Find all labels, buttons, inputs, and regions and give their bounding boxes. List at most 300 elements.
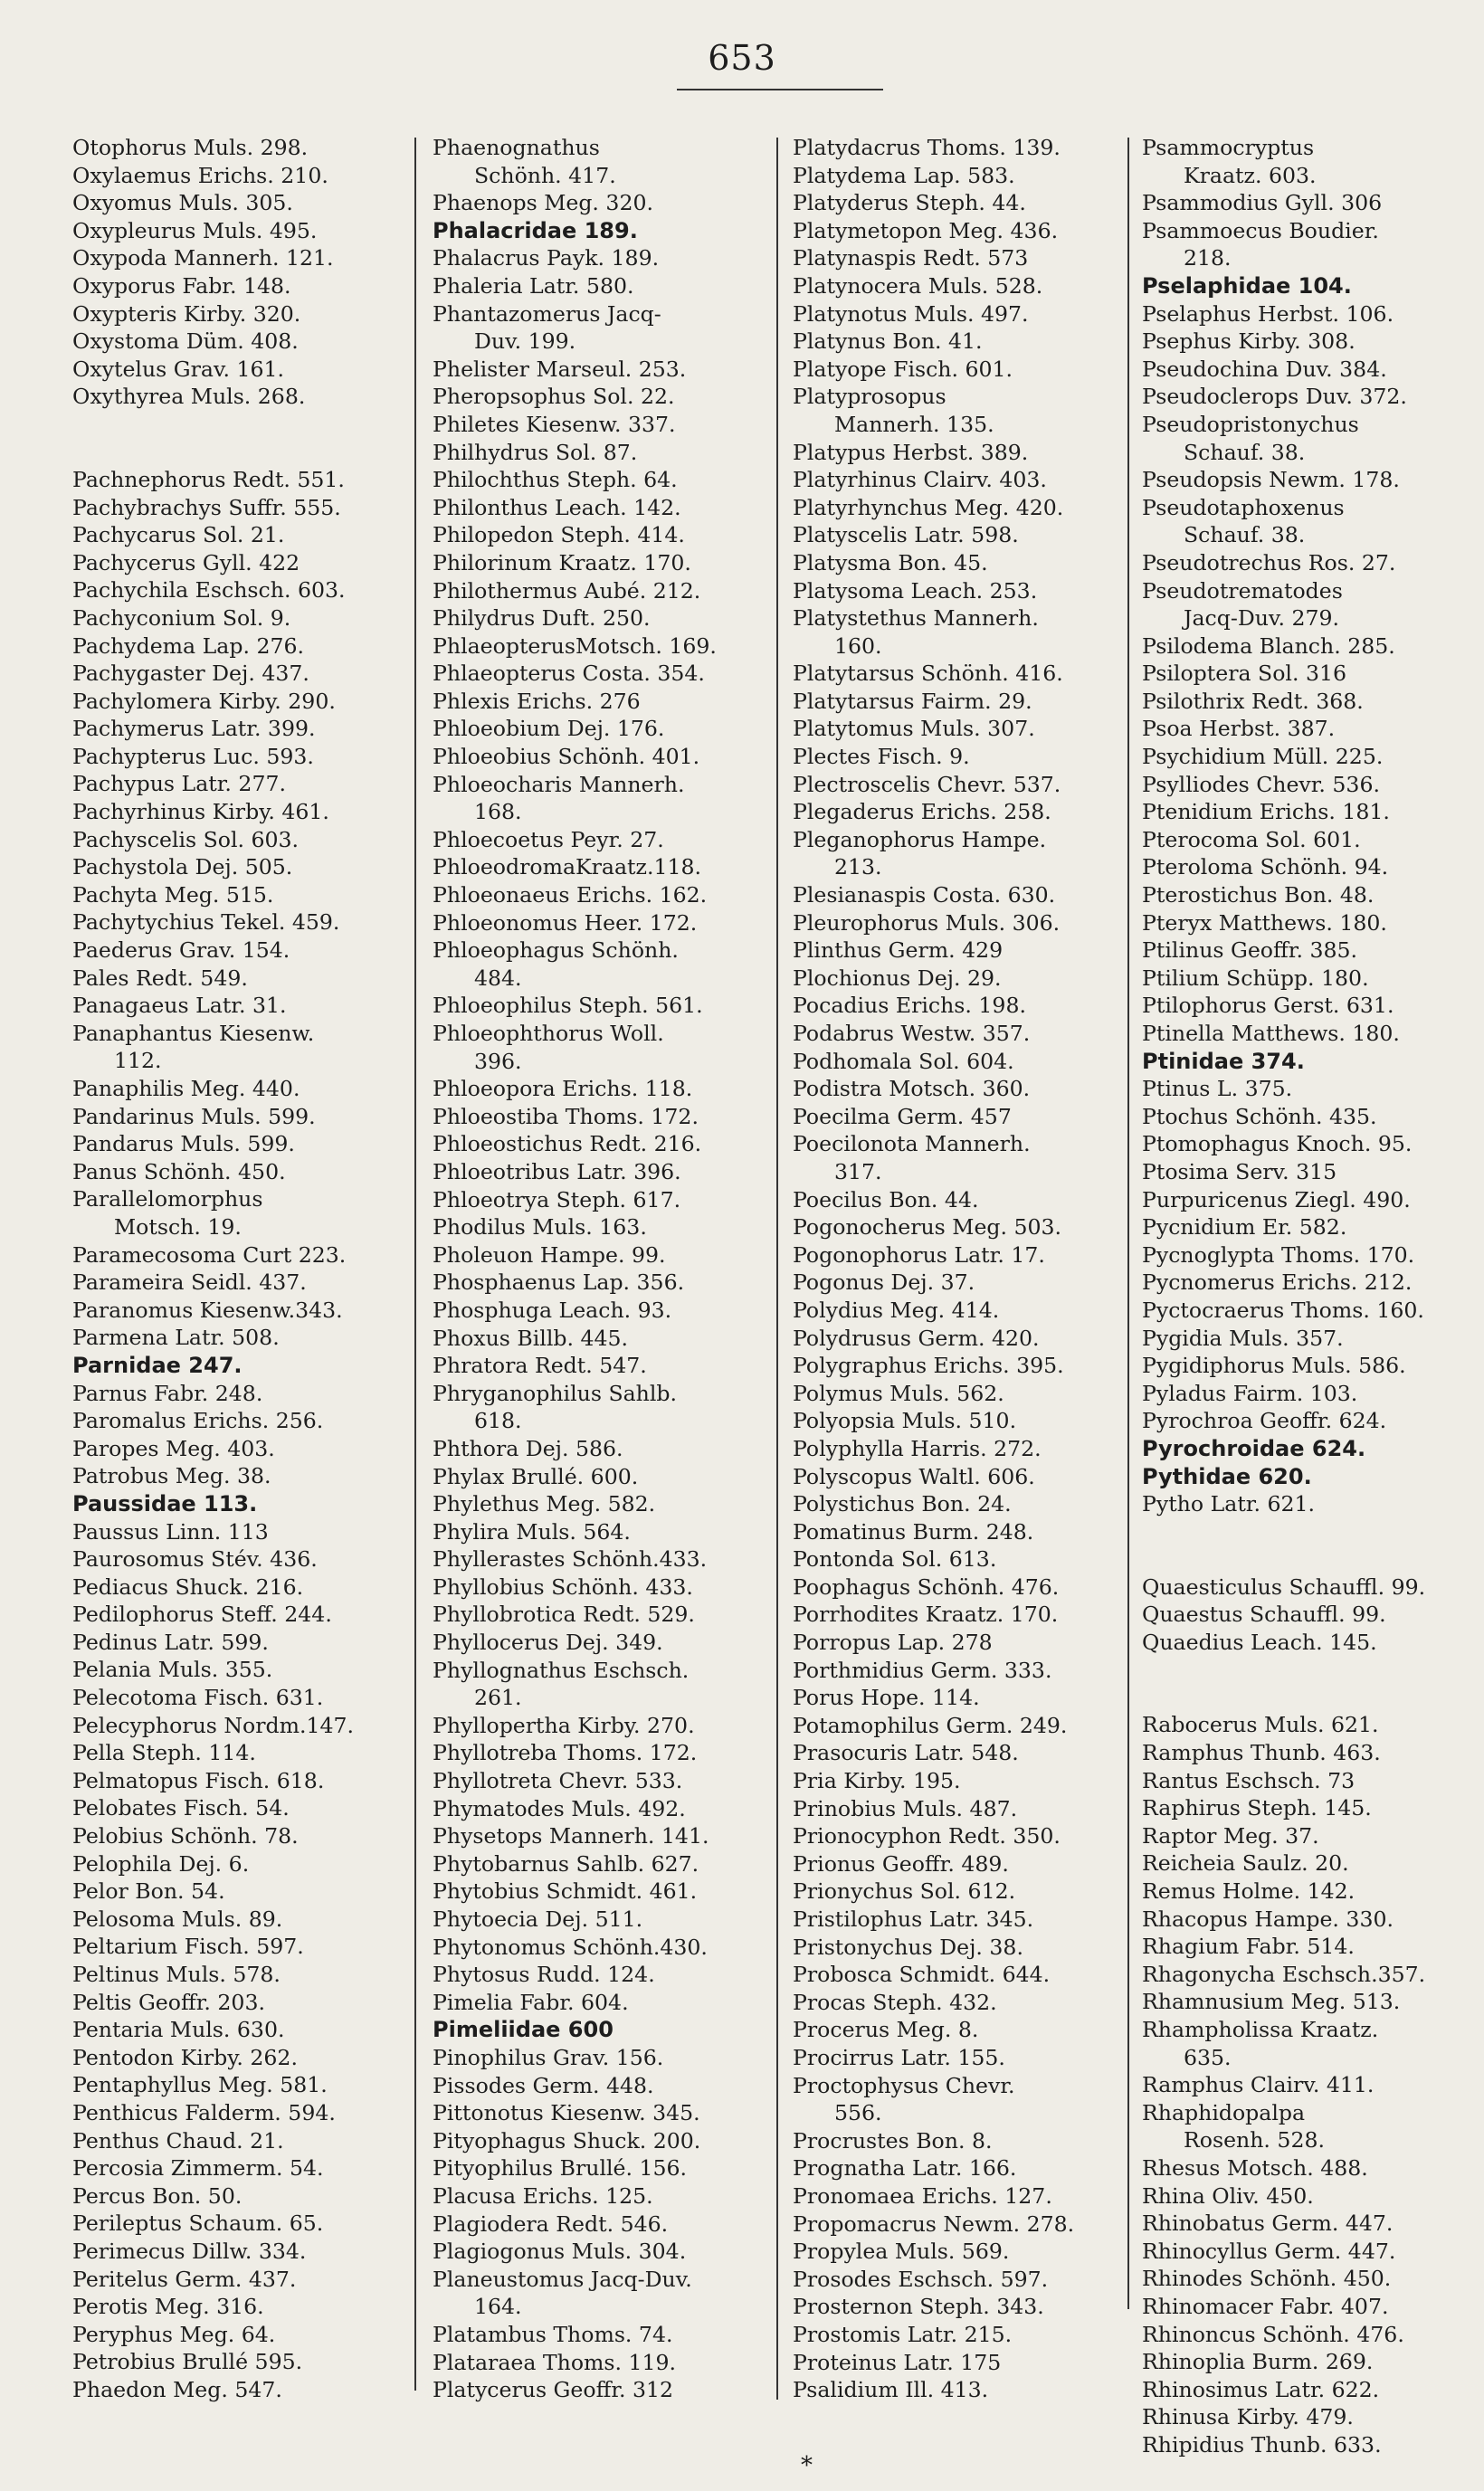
index-entry: Phratora Redt. 547. — [433, 1353, 647, 1379]
index-entry: Phloeophagus Schönh. — [433, 937, 679, 964]
index-entry: Pronomaea Erichs. 127. — [793, 2182, 1052, 2209]
index-entry: Pseudopsis Newm. 178. — [1142, 467, 1400, 493]
index-entry: Podistra Motsch. 360. — [793, 1076, 1031, 1102]
index-entry: Propylea Muls. 569. — [793, 2239, 1010, 2265]
index-entry: Phyllocerus Dej. 349. — [433, 1630, 663, 1656]
index-entry: Polystichus Bon. 24. — [793, 1491, 1012, 1517]
index-entry: Phoxus Billb. 445. — [433, 1325, 628, 1351]
index-entry: Pontonda Sol. 613. — [793, 1546, 997, 1573]
footer-mark: * — [801, 2452, 813, 2479]
index-entry: Pterostichus Bon. 48. — [1142, 882, 1375, 908]
index-entry: Percosia Zimmerm. 54. — [72, 2155, 324, 2182]
index-entry: Polyopsia Muls. 510. — [793, 1408, 1017, 1434]
index-entry: Rhinodes Schönh. 450. — [1142, 2266, 1392, 2292]
index-entry: Pityophilus Brullé. 156. — [433, 2155, 688, 2182]
index-entry: Phytoecia Dej. 511. — [433, 1906, 643, 1932]
index-entry: Prionocyphon Redt. 350. — [793, 1823, 1061, 1849]
index-entry: Pogonus Dej. 37. — [793, 1269, 975, 1296]
index-entry: Perileptus Schaum. 65. — [72, 2211, 324, 2237]
index-entry: Phelister Marseul. 253. — [433, 356, 687, 382]
index-entry: Physetops Mannerh. 141. — [433, 1823, 709, 1849]
index-entry: Pycnomerus Erichs. 212. — [1142, 1269, 1413, 1296]
index-entry: PhlaeopterusMotsch. 169. — [433, 632, 717, 659]
index-entry: Oxyporus Fabr. 148. — [72, 272, 291, 299]
index-entry: Philydrus Duft. 250. — [433, 605, 651, 632]
index-entry: Phosphuga Leach. 93. — [433, 1297, 672, 1323]
index-entry: Platyderus Steph. 44. — [793, 190, 1026, 216]
index-entry: Phodilus Muls. 163. — [433, 1214, 647, 1241]
index-entry: Pelobius Schönh. 78. — [72, 1823, 299, 1849]
family-entry: Ptinidae 374. — [1142, 1048, 1305, 1074]
index-entry: Pittonotus Kiesenw. 345. — [433, 2100, 700, 2126]
index-entry: Phymatodes Muls. 492. — [433, 1795, 686, 1821]
column-divider — [1127, 138, 1129, 2309]
index-entry: Pedinus Latr. 599. — [72, 1629, 269, 1655]
index-entry: Procrustes Bon. 8. — [793, 2127, 993, 2153]
index-entry: Pomatinus Burm. 248. — [793, 1518, 1034, 1545]
index-entry: Platyprosopus — [793, 384, 947, 410]
index-entry: Rhagium Fabr. 514. — [1142, 1934, 1355, 1960]
index-entry: Rabocerus Muls. 621. — [1142, 1712, 1379, 1738]
index-entry: Pyrochroa Geoffr. 624. — [1142, 1408, 1387, 1434]
index-entry: Psammoecus Boudier. — [1142, 217, 1379, 243]
index-entry: Rantus Eschsch. 73 — [1142, 1767, 1356, 1793]
index-entry: Pycnoglypta Thoms. 170. — [1142, 1241, 1415, 1268]
index-entry: Oxythyrea Muls. 268. — [72, 384, 306, 410]
index-entry: Patrobus Meg. 38. — [72, 1463, 271, 1489]
entry-continuation: 618. — [474, 1408, 522, 1434]
index-entry: Pristilophus Latr. 345. — [793, 1906, 1034, 1932]
letter-gap — [72, 411, 354, 466]
index-entry: Phaedon Meg. 547. — [72, 2376, 282, 2402]
index-entry: Rhinomacer Fabr. 407. — [1142, 2293, 1389, 2319]
index-entry: Planeustomus Jacq-Duv. — [433, 2266, 692, 2292]
entry-continuation: 556. — [834, 2100, 882, 2126]
index-entry: Plagiodera Redt. 546. — [433, 2211, 669, 2237]
index-entry: Plataraea Thoms. 119. — [433, 2349, 677, 2375]
index-entry: Pachytychius Tekel. 459. — [72, 909, 340, 936]
entry-continuation: 218. — [1184, 245, 1232, 271]
index-entry: Perimecus Dillw. 334. — [72, 2238, 307, 2264]
index-entry: Rhinoncus Schönh. 476. — [1142, 2321, 1404, 2347]
index-entry: Poecilus Bon. 44. — [793, 1186, 979, 1212]
index-entry: Paussus Linn. 113 — [72, 1518, 269, 1545]
index-entry: Parallelomorphus — [72, 1186, 263, 1212]
index-entry: Pachycarus Sol. 21. — [72, 522, 285, 548]
index-entry: Phloeopora Erichs. 118. — [433, 1076, 693, 1102]
entry-continuation: Motsch. 19. — [114, 1213, 242, 1240]
index-entry: Phosphaenus Lap. 356. — [433, 1269, 685, 1296]
index-entry: Philonthus Leach. 142. — [433, 494, 681, 520]
index-entry: Plesianaspis Costa. 630. — [793, 882, 1056, 908]
index-entry: Plectes Fisch. 9. — [793, 744, 970, 770]
index-entry: Pelobates Fisch. 54. — [72, 1795, 290, 1821]
index-entry: Polymus Muls. 562. — [793, 1380, 1004, 1406]
index-entry: Phylira Muls. 564. — [433, 1518, 631, 1545]
index-entry: Peltinus Muls. 578. — [72, 1962, 281, 1987]
index-entry: Psylliodes Chevr. 536. — [1142, 771, 1380, 797]
index-entry: Peritelus Germ. 437. — [72, 2266, 297, 2292]
index-entry: Pachychila Eschsch. 603. — [72, 577, 346, 604]
index-entry: Platytarsus Fairm. 29. — [793, 688, 1032, 714]
index-entry: Pygidiphorus Muls. 586. — [1142, 1353, 1406, 1379]
index-entry: Pelosoma Muls. 89. — [72, 1906, 283, 1932]
index-entry: Platystethus Mannerh. — [793, 605, 1039, 632]
index-entry: Prosternon Steph. 343. — [793, 2294, 1044, 2320]
index-entry: Pella Steph. 114. — [72, 1740, 256, 1766]
index-entry: Phylethus Meg. 582. — [433, 1491, 656, 1517]
index-entry: Philhydrus Sol. 87. — [433, 439, 638, 465]
index-entry: Platyrhynchus Meg. 420. — [793, 494, 1064, 520]
index-entry: Raptor Meg. 37. — [1142, 1822, 1319, 1849]
index-entry: Oxytelus Grav. 161. — [72, 356, 285, 382]
index-entry: Quaesticulus Schauffl. 99. — [1142, 1574, 1426, 1600]
index-entry: Procirrus Latr. 155. — [793, 2044, 1005, 2070]
index-entry: Rhagonycha Eschsch.357. — [1142, 1961, 1426, 1987]
index-entry: Pityophagus Shuck. 200. — [433, 2127, 701, 2153]
index-entry: Pachycerus Gyll. 422 — [72, 549, 300, 575]
index-entry: Pelor Bon. 54. — [72, 1878, 225, 1905]
index-entry: Otophorus Muls. 298. — [72, 135, 309, 160]
index-entry: Pales Redt. 549. — [72, 965, 248, 991]
family-entry: Pimeliidae 600 — [433, 2017, 614, 2043]
index-entry: Pseudopristonychus — [1142, 411, 1359, 437]
index-entry: Quaedius Leach. 145. — [1142, 1629, 1377, 1655]
index-entry: Paropes Meg. 403. — [72, 1435, 275, 1461]
index-entry: Pelania Muls. 355. — [72, 1657, 273, 1683]
index-entry: Proctophysus Chevr. — [793, 2072, 1015, 2098]
index-entry: Phryganophilus Sahlb. — [433, 1380, 678, 1406]
index-entry: Oxypoda Mannerh. 121. — [72, 245, 334, 271]
index-entry: Phyllobrotica Redt. 529. — [433, 1602, 695, 1628]
index-entry: Pissodes Germ. 448. — [433, 2072, 654, 2098]
index-entry: Platyscelis Latr. 598. — [793, 522, 1019, 548]
index-entry: Psilodema Blanch. 285. — [1142, 632, 1395, 659]
index-entry: Pediacus Shuck. 216. — [72, 1574, 304, 1600]
index-entry: Panagaeus Latr. 31. — [72, 993, 287, 1019]
index-entry: Pogonophorus Latr. 17. — [793, 1241, 1045, 1268]
index-entry: Ptilium Schüpp. 180. — [1142, 965, 1369, 991]
index-entry: Polydius Meg. 414. — [793, 1297, 1000, 1323]
index-entry: Pocadius Erichs. 198. — [793, 993, 1026, 1019]
index-entry: Phloeophilus Steph. 561. — [433, 993, 703, 1019]
index-entry: Philopedon Steph. 414. — [433, 522, 685, 548]
index-entry: Panus Schönh. 450. — [72, 1158, 286, 1184]
index-entry: Placusa Erichs. 125. — [433, 2182, 653, 2209]
index-entry: Pachypterus Luc. 593. — [72, 743, 314, 769]
index-entry: Phyllobius Schönh. 433. — [433, 1574, 693, 1600]
index-entry: Pogonocherus Meg. 503. — [793, 1214, 1062, 1241]
index-entry: Phlaeopterus Costa. 354. — [433, 661, 705, 687]
index-entry: Phaenognathus — [433, 135, 600, 160]
index-entry: Pachymerus Latr. 399. — [72, 716, 316, 742]
index-entry: Prostomis Latr. 215. — [793, 2321, 1013, 2347]
index-entry: Pria Kirby. 195. — [793, 1768, 961, 1794]
entry-continuation: 635. — [1184, 2044, 1232, 2070]
index-entry: Pycnidium Er. 582. — [1142, 1214, 1347, 1241]
index-entry: Rhaphidopalpa — [1142, 2099, 1306, 2125]
entry-continuation: 213. — [834, 854, 882, 880]
index-entry: Phytobius Schmidt. 461. — [433, 1878, 698, 1905]
index-entry: Pachylomera Kirby. 290. — [72, 688, 336, 714]
index-entry: Propomacrus Newm. 278. — [793, 2211, 1075, 2237]
entry-continuation: 396. — [474, 1048, 522, 1074]
index-entry: Peltarium Fisch. 597. — [72, 1934, 304, 1960]
letter-gap — [1142, 1518, 1425, 1574]
index-entry: Ptilinus Geoffr. 385. — [1142, 937, 1357, 964]
index-entry: Peltis Geoffr. 203. — [72, 1989, 265, 2015]
index-entry: Polygraphus Erichs. 395. — [793, 1353, 1064, 1379]
index-entry: Probosca Schmidt. 644. — [793, 1962, 1051, 1988]
index-entry: Phaleria Latr. 580. — [433, 272, 634, 299]
index-entry: Psilothrix Redt. 368. — [1142, 688, 1364, 714]
index-entry: Pachystola Dej. 505. — [72, 854, 293, 880]
index-entry: Rhipidius Thunb. 633. — [1142, 2431, 1382, 2458]
entry-continuation: 168. — [474, 799, 522, 825]
index-entry: Phantazomerus Jacq- — [433, 300, 661, 327]
entry-continuation: Schauf. 38. — [1184, 522, 1306, 548]
index-entry: Rhacopus Hampe. 330. — [1142, 1906, 1394, 1932]
entry-continuation: 164. — [474, 2294, 522, 2320]
index-entry: Psiloptera Sol. 316 — [1142, 661, 1346, 687]
entry-continuation: Schönh. 417. — [474, 162, 616, 188]
index-entry: Parameira Seidl. 437. — [72, 1269, 307, 1296]
index-entry: Platypus Herbst. 389. — [793, 439, 1029, 465]
index-entry: Pygidia Muls. 357. — [1142, 1325, 1344, 1351]
index-entry: Pandarinus Muls. 599. — [72, 1103, 316, 1129]
index-entry: Porus Hope. 114. — [793, 1685, 980, 1711]
index-entry: Plectroscelis Chevr. 537. — [793, 771, 1061, 797]
index-entry: Ptilophorus Gerst. 631. — [1142, 993, 1394, 1019]
index-entry: Rhinosimus Latr. 622. — [1142, 2376, 1380, 2402]
index-entry: Psoa Herbst. 387. — [1142, 716, 1336, 742]
page-number-rule — [677, 89, 883, 90]
index-entry: Phloeobium Dej. 176. — [433, 716, 665, 742]
index-entry: Phlexis Erichs. 276 — [433, 688, 641, 714]
index-entry: Phytosus Rudd. 124. — [433, 1962, 655, 1988]
entry-continuation: Jacq-Duv. 279. — [1184, 605, 1339, 632]
index-entry: Pholeuon Hampe. 99. — [433, 1241, 666, 1268]
entry-continuation: Schauf. 38. — [1184, 439, 1306, 465]
index-entry: Pentodon Kirby. 262. — [72, 2044, 298, 2070]
entry-continuation: 261. — [474, 1685, 522, 1711]
family-entry: Pselaphidae 104. — [1142, 272, 1352, 299]
index-entry: Paurosomus Stév. 436. — [72, 1546, 318, 1573]
index-entry: Perotis Meg. 316. — [72, 2294, 264, 2320]
index-entry: Oxypleurus Muls. 495. — [72, 217, 318, 243]
index-entry: Pandarus Muls. 599. — [72, 1131, 295, 1157]
index-entry: Pachypus Latr. 277. — [72, 771, 286, 797]
index-entry: Pyladus Fairm. 103. — [1142, 1380, 1358, 1406]
index-entry: Philorinum Kraatz. 170. — [433, 549, 691, 575]
index-entry: Procerus Meg. 8. — [793, 2017, 979, 2043]
index-entry: Raphirus Steph. 145. — [1142, 1795, 1372, 1821]
index-entry: Phalacrus Payk. 189. — [433, 245, 660, 271]
index-entry: Platynocera Muls. 528. — [793, 272, 1043, 299]
index-entry: Rhamnusium Meg. 513. — [1142, 1989, 1401, 2015]
index-entry: Pachyta Meg. 515. — [72, 881, 274, 908]
index-entry: Phyllopertha Kirby. 270. — [433, 1712, 695, 1738]
index-entry: Philochthus Steph. 64. — [433, 467, 678, 493]
index-entry: Quaestus Schauffl. 99. — [1142, 1602, 1386, 1628]
index-entry: Percus Bon. 50. — [72, 2182, 243, 2209]
family-entry: Paussidae 113. — [72, 1490, 258, 1516]
index-entry: Ptochus Schönh. 435. — [1142, 1103, 1377, 1129]
index-entry: Pseudotrematodes — [1142, 577, 1343, 604]
index-entry: Platydema Lap. 583. — [793, 162, 1015, 188]
index-entry: Pelecyphorus Nordm.147. — [72, 1712, 355, 1738]
index-entry: Phloeophthorus Woll. — [433, 1021, 664, 1046]
entry-continuation: Mannerh. 135. — [834, 411, 994, 437]
family-entry: Pyrochroidae 624. — [1142, 1435, 1366, 1461]
index-entry: Rhinoplia Burm. 269. — [1142, 2349, 1374, 2375]
page-number: 653 — [708, 38, 776, 78]
index-entry: Prosodes Eschsch. 597. — [793, 2266, 1049, 2292]
index-entry: Petrobius Brullé 595. — [72, 2349, 303, 2375]
entry-continuation: Duv. 199. — [474, 328, 576, 355]
index-entry: Paranomus Kiesenw.343. — [72, 1297, 343, 1323]
index-entry: Platycerus Geoffr. 312 — [433, 2377, 674, 2403]
index-entry: Pachydema Lap. 276. — [72, 632, 304, 659]
index-entry: Platynus Bon. 41. — [793, 328, 983, 355]
index-entry: Psalidium Ill. 413. — [793, 2377, 989, 2403]
index-entry: Psammocryptus — [1142, 135, 1315, 160]
index-entry: Plinthus Germ. 429 — [793, 937, 1004, 964]
index-entry: Pachygaster Dej. 437. — [72, 661, 309, 687]
index-entry: Phloeobius Schönh. 401. — [433, 744, 700, 770]
index-entry: Platysma Bon. 45. — [793, 549, 988, 575]
index-entry: Ptenidium Erichs. 181. — [1142, 799, 1390, 825]
index-entry: Phyllotreta Chevr. 533. — [433, 1768, 683, 1794]
index-entry: Phyllerastes Schönh.433. — [433, 1546, 708, 1573]
index-entry: Rhinocyllus Germ. 447. — [1142, 2238, 1396, 2264]
index-entry: Phloeonomus Heer. 172. — [433, 909, 698, 936]
index-entry: Phyllognathus Eschsch. — [433, 1657, 690, 1683]
index-column-4 — [1142, 134, 1425, 2459]
index-entry: Plochionus Dej. 29. — [793, 965, 1002, 991]
index-entry: Pentaphyllus Meg. 581. — [72, 2072, 328, 2098]
column-divider — [414, 138, 416, 2391]
index-entry: Poecilonota Mannerh. — [793, 1131, 1031, 1157]
index-entry: Platydacrus Thoms. 139. — [793, 135, 1061, 160]
index-entry: Parmena Latr. 508. — [72, 1325, 280, 1351]
index-entry: Platysoma Leach. 253. — [793, 577, 1038, 604]
entry-continuation: 160. — [834, 632, 882, 659]
entry-continuation: 112. — [114, 1048, 162, 1074]
index-entry: Phytonomus Schönh.430. — [433, 1934, 708, 1960]
index-entry: Phloecoetus Peyr. 27. — [433, 826, 664, 852]
index-entry: Pentaria Muls. 630. — [72, 2017, 285, 2043]
index-entry: Pleganophorus Hampe. — [793, 826, 1047, 852]
entry-continuation: Rosenh. 528. — [1184, 2127, 1325, 2153]
index-entry: Platynotus Muls. 497. — [793, 300, 1029, 327]
index-entry: Platymetopon Meg. 436. — [793, 217, 1059, 243]
index-entry: Platynaspis Redt. 573 — [793, 245, 1029, 271]
index-entry: PhloeodromaKraatz.118. — [433, 854, 701, 880]
index-entry: Psephus Kirby. 308. — [1142, 328, 1356, 355]
index-entry: Pelecotoma Fisch. 631. — [72, 1685, 324, 1711]
index-entry: Ptosima Serv. 315 — [1142, 1158, 1337, 1184]
index-entry: Pimelia Fabr. 604. — [433, 1989, 629, 2015]
index-entry: Paromalus Erichs. 256. — [72, 1408, 324, 1434]
index-column-3 — [793, 134, 1074, 2404]
index-entry: Pselaphus Herbst. 106. — [1142, 300, 1394, 327]
index-entry: Ramphus Clairv. 411. — [1142, 2072, 1375, 2098]
index-entry: Porropus Lap. 278 — [793, 1630, 993, 1656]
index-entry: Prasocuris Latr. 548. — [793, 1740, 1019, 1766]
index-entry: Porthmidius Germ. 333. — [793, 1657, 1052, 1683]
index-entry: Pytho Latr. 621. — [1142, 1491, 1316, 1517]
index-entry: Rhinobatus Germ. 447. — [1142, 2211, 1394, 2237]
index-entry: Phloeostichus Redt. 216. — [433, 1131, 702, 1157]
index-entry: Pseudotaphoxenus — [1142, 494, 1345, 520]
index-entry: Platytomus Muls. 307. — [793, 716, 1035, 742]
index-entry: Ptomophagus Knoch. 95. — [1142, 1131, 1413, 1157]
index-entry: Prinobius Muls. 487. — [793, 1795, 1018, 1821]
index-entry: Phloeotribus Latr. 396. — [433, 1158, 681, 1184]
index-entry: Pristonychus Dej. 38. — [793, 1934, 1023, 1960]
index-entry: Phylax Brullé. 600. — [433, 1463, 639, 1489]
index-entry: Rhina Oliv. 450. — [1142, 2182, 1314, 2209]
index-entry: Phyllotreba Thoms. 172. — [433, 1740, 698, 1766]
index-entry: Oxylaemus Erichs. 210. — [72, 162, 328, 188]
index-entry: Penthus Chaud. 21. — [72, 2127, 284, 2153]
index-entry: Pteroloma Schönh. 94. — [1142, 854, 1389, 880]
index-entry: Pachyconium Sol. 9. — [72, 604, 291, 631]
family-entry: Phalacridae 189. — [433, 217, 638, 243]
index-entry: Porrhodites Kraatz. 170. — [793, 1602, 1059, 1628]
index-entry: Pseudotrechus Ros. 27. — [1142, 549, 1396, 575]
index-entry: Philetes Kiesenw. 337. — [433, 411, 676, 437]
column-divider — [776, 138, 778, 2400]
index-entry: Reicheia Saulz. 20. — [1142, 1850, 1349, 1877]
index-entry: Paramecosoma Curt 223. — [72, 1241, 347, 1268]
index-entry: Podabrus Westw. 357. — [793, 1021, 1031, 1046]
index-entry: Rhinusa Kirby. 479. — [1142, 2404, 1354, 2430]
index-entry: Pinophilus Grav. 156. — [433, 2044, 664, 2070]
index-entry: Pedilophorus Steff. 244. — [72, 1602, 332, 1628]
index-entry: Oxyomus Muls. 305. — [72, 190, 293, 216]
index-entry: Phaenops Meg. 320. — [433, 190, 653, 216]
family-entry: Pythidae 620. — [1142, 1463, 1312, 1489]
index-entry: Oxypteris Kirby. 320. — [72, 300, 301, 327]
index-entry: Pachybrachys Suffr. 555. — [72, 494, 341, 520]
index-entry: Prognatha Latr. 166. — [793, 2155, 1017, 2182]
index-entry: Phloeocharis Mannerh. — [433, 771, 685, 797]
index-entry: Pyctocraerus Thoms. 160. — [1142, 1297, 1424, 1323]
index-entry: Potamophilus Germ. 249. — [793, 1712, 1068, 1738]
index-entry: Pseudochina Duv. 384. — [1142, 356, 1387, 382]
index-entry: Psychidium Müll. 225. — [1142, 744, 1384, 770]
index-entry: Plagiogonus Muls. 304. — [433, 2239, 687, 2265]
index-entry: Platyrhinus Clairv. 403. — [793, 467, 1047, 493]
index-entry: Phthora Dej. 586. — [433, 1435, 623, 1461]
index-entry: Pheropsophus Sol. 22. — [433, 384, 675, 410]
index-column-1 — [72, 134, 354, 2404]
index-entry: Platyope Fisch. 601. — [793, 356, 1013, 382]
letter-gap — [1142, 1656, 1425, 1711]
entry-continuation: Kraatz. 603. — [1184, 162, 1317, 188]
index-entry: Panaphilis Meg. 440. — [72, 1076, 300, 1101]
index-entry: Polydrusus Germ. 420. — [793, 1325, 1040, 1351]
index-entry: Poecilma Germ. 457 — [793, 1103, 1012, 1129]
index-entry: Platytarsus Schönh. 416. — [793, 661, 1063, 687]
index-entry: Prionychus Sol. 612. — [793, 1878, 1016, 1905]
index-column-2 — [433, 134, 717, 2404]
index-entry: Psammodius Gyll. 306 — [1142, 190, 1383, 216]
index-entry: Poophagus Schönh. 476. — [793, 1574, 1060, 1600]
index-entry: Parnus Fabr. 248. — [72, 1380, 263, 1406]
